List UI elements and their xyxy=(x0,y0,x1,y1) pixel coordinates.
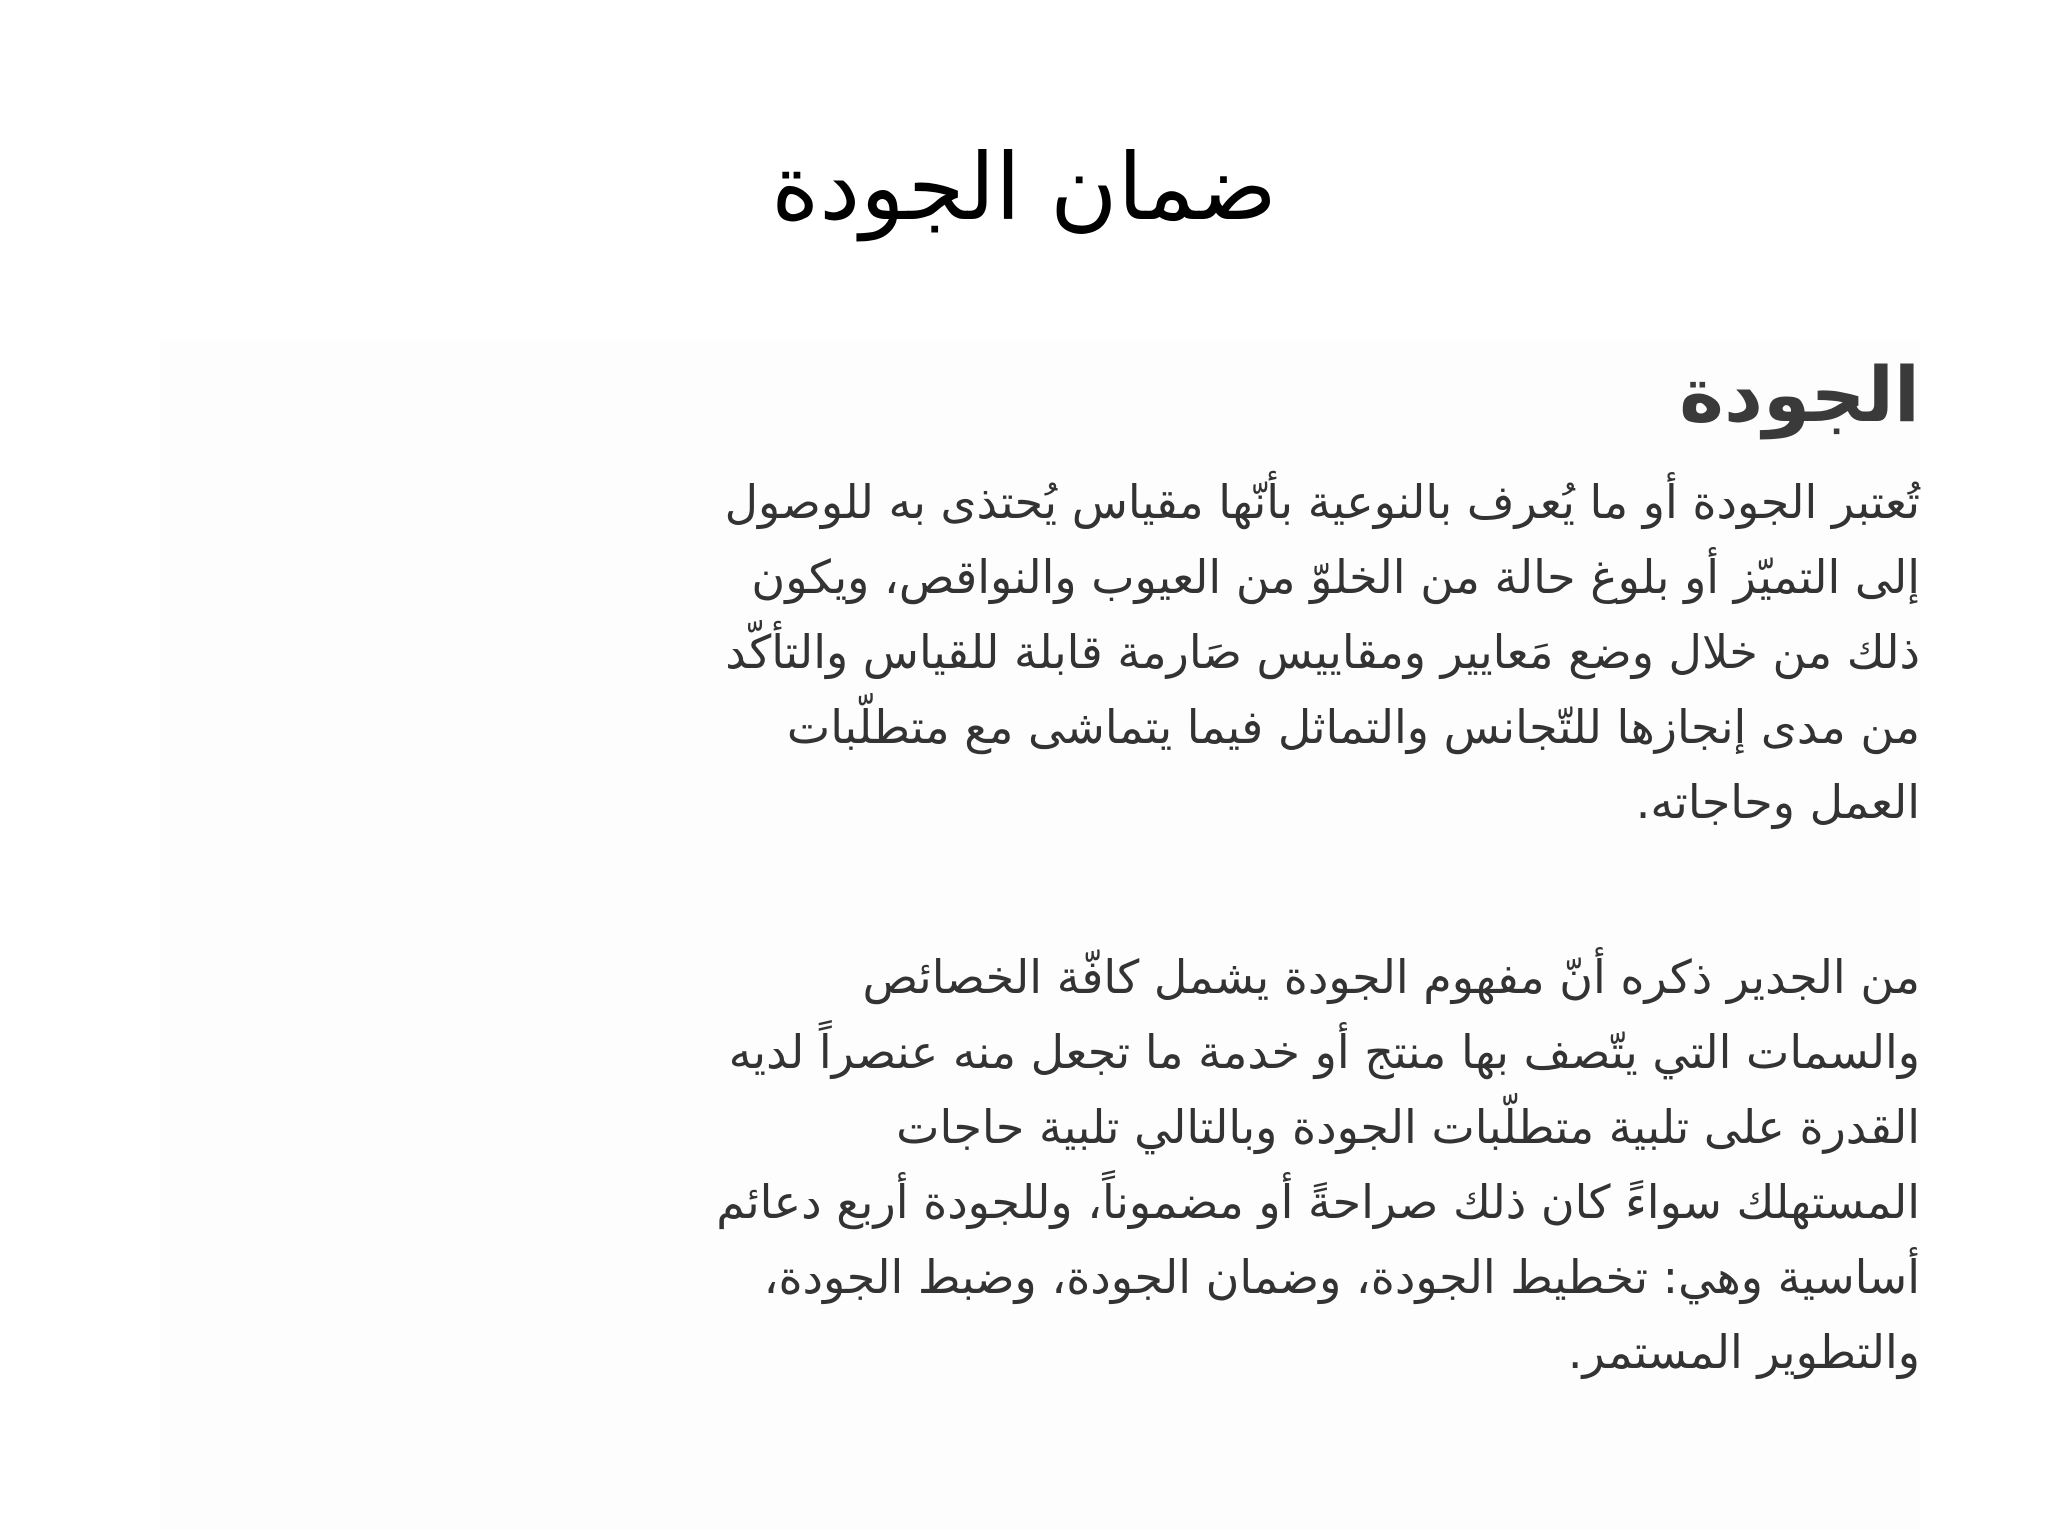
paragraph-line: من الجدير ذكره أنّ مفهوم الجودة يشمل كافّة الخصائص xyxy=(862,950,1920,1004)
section-heading: الجودة xyxy=(1679,350,1920,439)
paragraph-line: والسمات التي يتّصف بها منتج أو خدمة ما تجعل منه عنصراً لديه xyxy=(728,1025,1920,1079)
paragraph-line: أساسية وهي: تخطيط الجودة، وضمان الجودة، وضبط الجودة، xyxy=(763,1250,1920,1304)
paragraph-line: إلى التميّز أو بلوغ حالة من الخلوّ من العيوب والنواقص، ويكون xyxy=(751,550,1920,604)
concept-paragraph xyxy=(160,940,1920,1390)
paragraph-line: والتطوير المستمر. xyxy=(1567,1325,1920,1379)
definition-paragraph xyxy=(160,465,1920,840)
paragraph-line: القدرة على تلبية متطلّبات الجودة وبالتالي تلبية حاجات xyxy=(896,1100,1920,1154)
paragraph-line: من مدى إنجازها للتّجانس والتماثل فيما يتماشى مع متطلّبات xyxy=(786,700,1920,754)
content-text-image xyxy=(160,340,1920,1530)
paragraph-line: ذلك من خلال وضع مَعايير ومقاييس صَارمة قابلة للقياس والتأكّد xyxy=(725,625,1920,679)
paragraph-line: العمل وحاجاته. xyxy=(1635,775,1920,829)
slide-title: ضمان الجودة xyxy=(771,134,1277,241)
paragraph-line: المستهلك سواءً كان ذلك صراحةً أو مضموناً، وللجودة أربع دعائم xyxy=(716,1175,1920,1229)
paragraph-line: تُعتبر الجودة أو ما يُعرف بالنوعية بأنّها مقياس يُحتذى به للوصول xyxy=(724,475,1920,529)
